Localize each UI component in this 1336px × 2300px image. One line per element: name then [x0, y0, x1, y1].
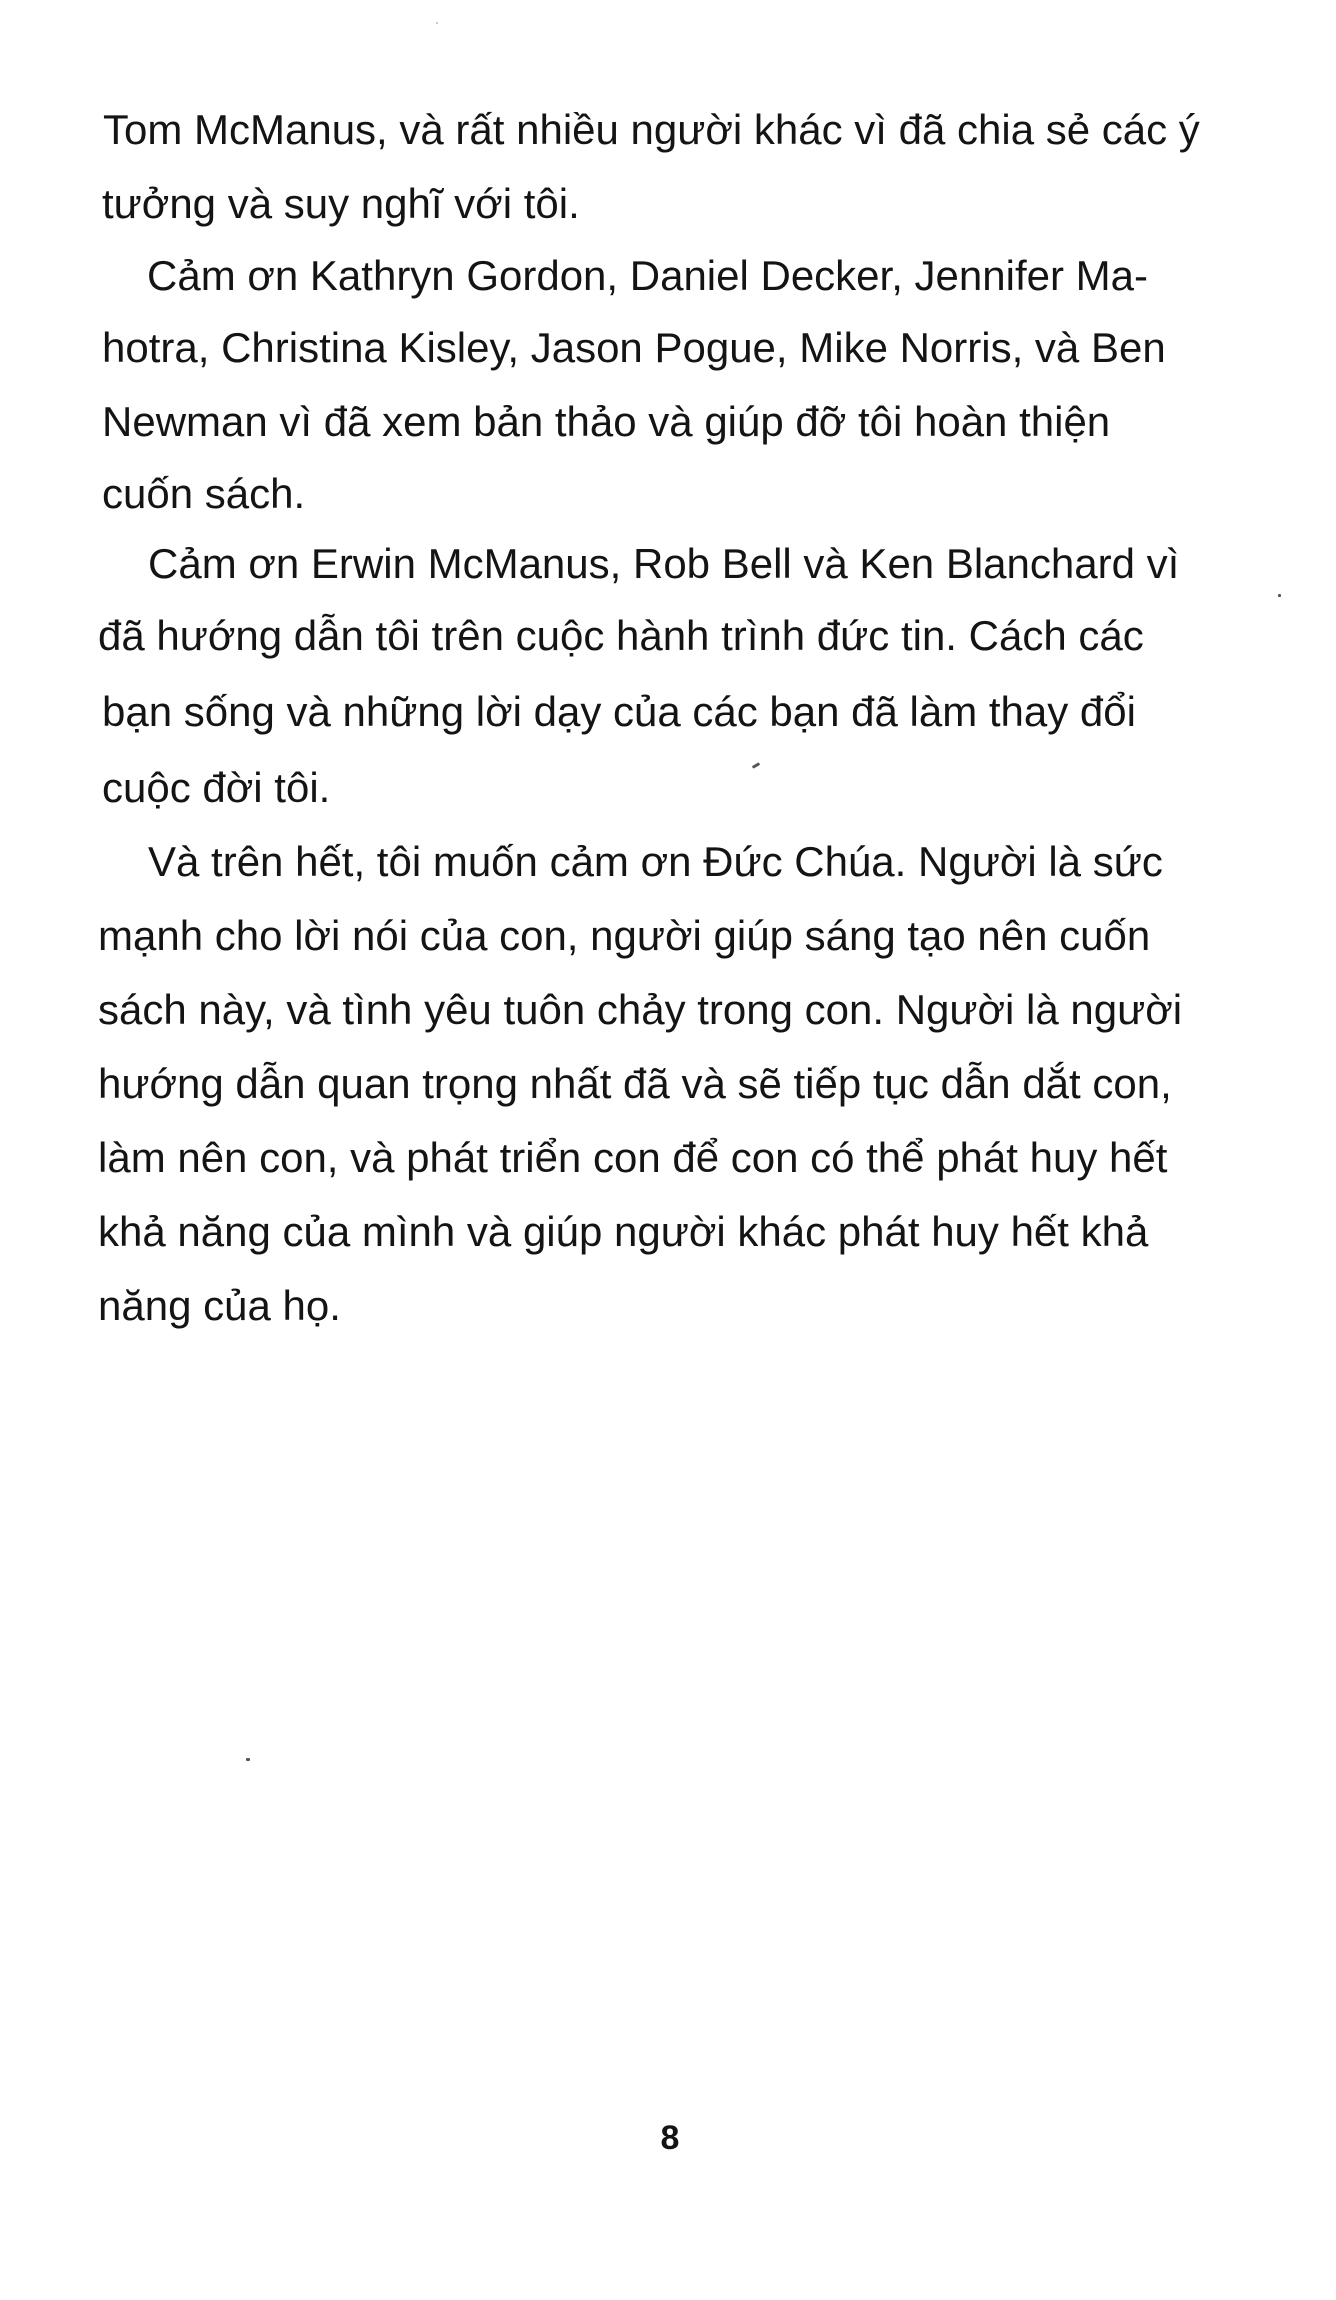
- text-line: Và trên hết, tôi muốn cảm ơn Đức Chúa. Người là sức: [148, 838, 1163, 885]
- page-number: 8: [660, 2119, 680, 2157]
- scan-speck: [246, 1758, 250, 1761]
- text-line: đã hướng dẫn tôi trên cuộc hành trình đức tin. Cách các: [98, 612, 1144, 659]
- text-line: hotra, Christina Kisley, Jason Pogue, Mike Norris, và Ben: [102, 324, 1166, 371]
- text-line: làm nên con, và phát triển con để con có thể phát huy hết: [98, 1134, 1168, 1181]
- text-line: mạnh cho lời nói của con, người giúp sáng tạo nên cuốn: [98, 912, 1151, 959]
- text-line: Cảm ơn Kathryn Gordon, Daniel Decker, Jennifer Ma-: [147, 252, 1148, 299]
- text-line: khả năng của mình và giúp người khác phát huy hết khả: [98, 1208, 1149, 1255]
- text-line: Tom McManus, và rất nhiều người khác vì đã chia sẻ các ý: [103, 106, 1200, 153]
- text-line: tưởng và suy nghĩ với tôi.: [102, 180, 580, 227]
- text-line: sách này, và tình yêu tuôn chảy trong con. Người là người: [98, 986, 1183, 1033]
- text-line: bạn sống và những lời dạy của các bạn đã làm thay đổi: [102, 688, 1136, 735]
- text-line: năng của họ.: [98, 1282, 341, 1329]
- scan-speck: [1278, 594, 1281, 597]
- text-line: cuốn sách.: [102, 470, 306, 517]
- scan-speck: [436, 22, 438, 24]
- text-line: Cảm ơn Erwin McManus, Rob Bell và Ken Blanchard vì: [148, 540, 1180, 587]
- text-line: Newman vì đã xem bản thảo và giúp đỡ tôi hoàn thiện: [102, 398, 1111, 445]
- text-line: hướng dẫn quan trọng nhất đã và sẽ tiếp tục dẫn dắt con,: [98, 1060, 1172, 1107]
- text-line: cuộc đời tôi.: [102, 764, 331, 811]
